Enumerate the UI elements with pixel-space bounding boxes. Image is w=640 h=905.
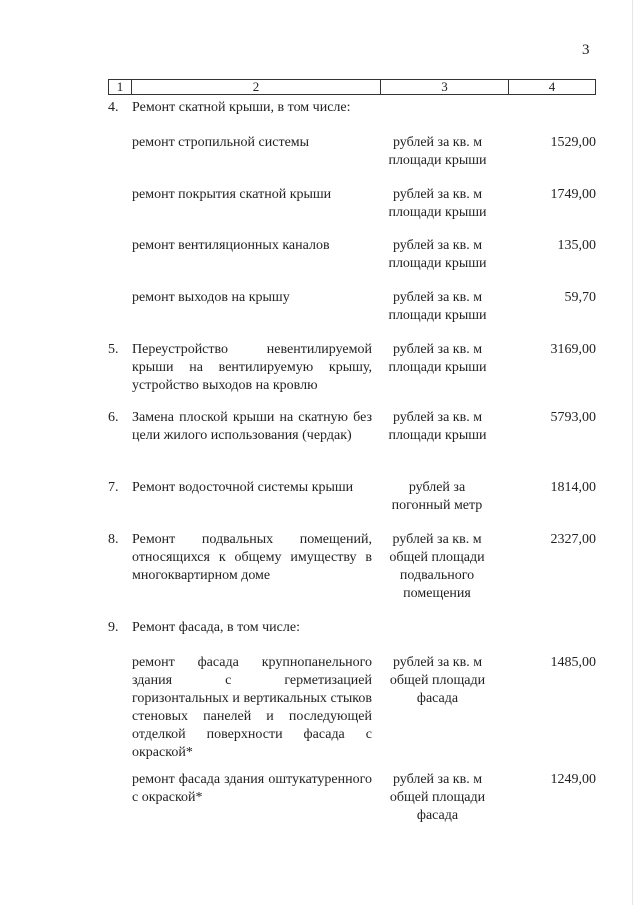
row-text: Ремонт фасада, в том числе: <box>132 620 300 635</box>
row-number: 8. <box>108 532 119 547</box>
row-text: ремонт выходов на крышу <box>132 290 290 305</box>
row-value: 1485,00 <box>550 655 596 670</box>
row-value: 1749,00 <box>550 187 596 202</box>
row-unit: рублей за погонный метр <box>391 480 483 513</box>
row-text: Ремонт подвальных помещений, относящихся к общему имуществу в многоквартирном доме <box>132 532 372 583</box>
row-unit: рублей за кв. м площади крыши <box>388 238 487 271</box>
row-unit: рублей за кв. м общей площади подвального помещения <box>389 532 485 601</box>
row-number: 9. <box>108 620 119 635</box>
row-text: Замена плоской крыши на скатную без цели жилого использования (чердак) <box>132 410 372 443</box>
row-number: 6. <box>108 410 119 425</box>
row-unit: рублей за кв. м площади крыши <box>388 187 487 220</box>
header-col-4: 4 <box>548 79 556 94</box>
row-value: 1249,00 <box>550 772 596 787</box>
row-unit: рублей за кв. м общей площади фасада <box>389 772 486 823</box>
row-unit: рублей за кв. м площади крыши <box>388 135 487 168</box>
row-number: 7. <box>108 480 119 495</box>
page-edge-line <box>632 0 633 905</box>
row-text: ремонт фасада крупнопанельного здания с герметизацией горизонтальных и вертикальных стыков стеновых панелей и последующей отделкой поверхности фасада с окраской* <box>132 655 372 760</box>
row-unit: рублей за кв. м общей площади фасада <box>389 655 486 706</box>
row-text: Переустройство невентилируемой крыши на вентилируемую крышу, устройство выходов на кровлю <box>132 342 372 393</box>
table-header <box>108 79 596 95</box>
header-col-3: 3 <box>381 80 509 94</box>
header-col-1: 1 <box>109 80 132 94</box>
row-value: 5793,00 <box>550 410 596 425</box>
row-unit: рублей за кв. м площади крыши <box>388 290 487 323</box>
row-unit: рублей за кв. м площади крыши <box>388 342 487 375</box>
row-value: 3169,00 <box>550 342 596 357</box>
row-value: 1814,00 <box>550 480 596 495</box>
row-text: ремонт фасада здания оштукатуренного с окраской* <box>132 772 372 805</box>
row-unit: рублей за кв. м площади крыши <box>388 410 487 443</box>
header-col-2: 2 <box>132 80 381 94</box>
row-value: 135,00 <box>557 238 596 253</box>
row-text: ремонт вентиляционных каналов <box>132 238 330 253</box>
row-value: 2327,00 <box>550 532 596 547</box>
row-value: 59,70 <box>564 290 596 305</box>
page-number: 3 <box>582 42 590 58</box>
row-text: Ремонт водосточной системы крыши <box>132 480 354 495</box>
row-number: 4. <box>108 100 119 115</box>
row-text: ремонт стропильной системы <box>132 135 310 150</box>
row-value: 1529,00 <box>550 135 596 150</box>
row-number: 5. <box>108 342 119 357</box>
row-text: Ремонт скатной крыши, в том числе: <box>132 100 351 115</box>
row-text: ремонт покрытия скатной крыши <box>132 187 332 202</box>
